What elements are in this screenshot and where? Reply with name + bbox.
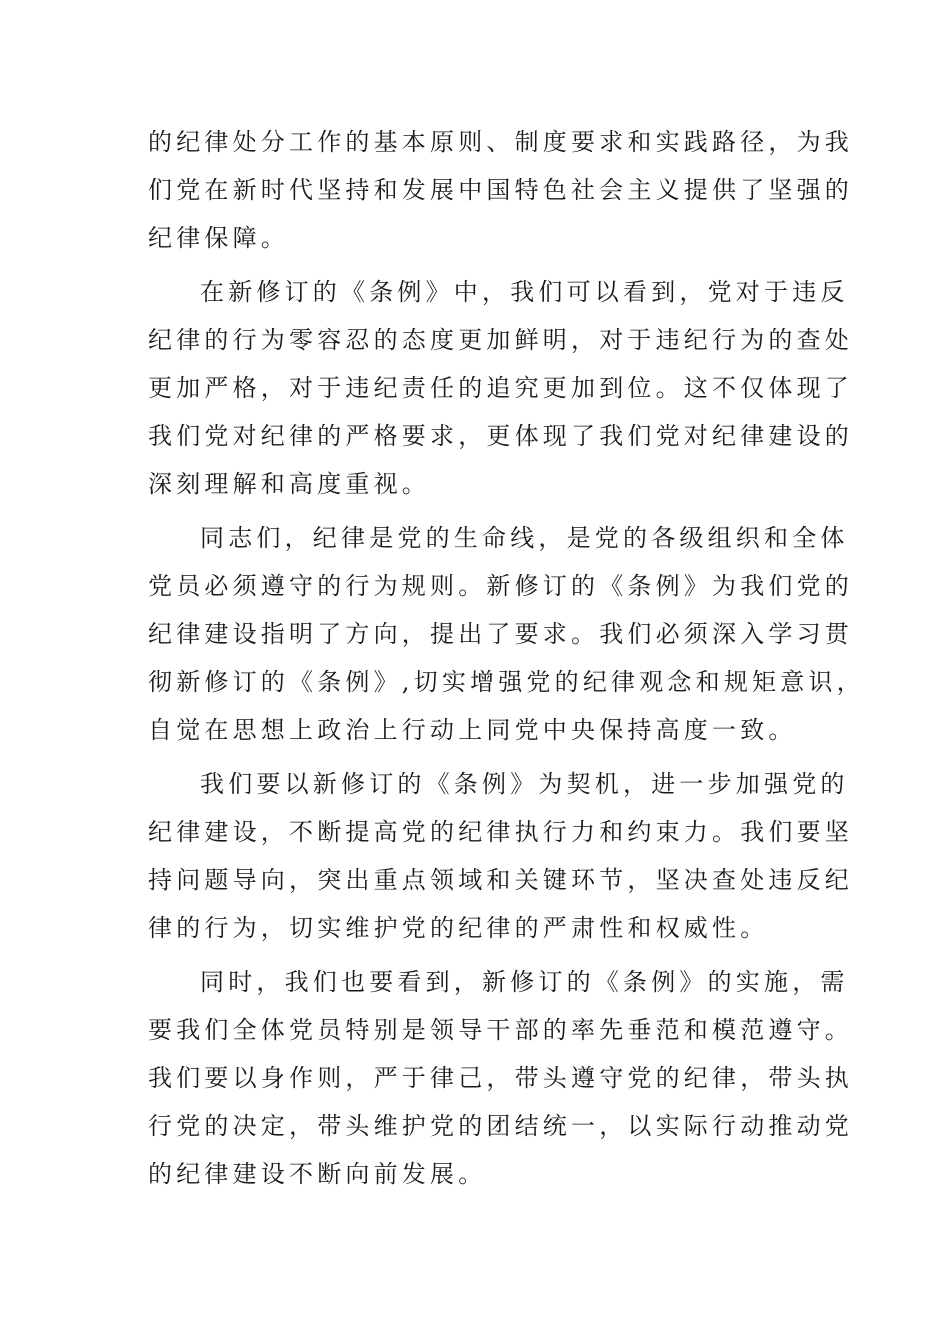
text-line: 更加严格，对于违纪责任的追究更加到位。这不仅体现了 (148, 374, 853, 402)
text-line: 纪律建设指明了方向，提出了要求。我们必须深入学习贯 (148, 620, 853, 648)
text-line: 深刻理解和高度重视。 (148, 470, 430, 498)
text-line: 持问题导向，突出重点领域和关键环节，坚决查处违反纪 (148, 866, 853, 894)
paragraph-first-line: 同志们，纪律是党的生命线，是党的各级组织和全体 (200, 524, 849, 552)
text-line: 我们党对纪律的严格要求，更体现了我们党对纪律建设的 (148, 422, 853, 450)
text-line: 我们要以身作则，严于律己，带头遵守党的纪律，带头执 (148, 1064, 853, 1092)
document-body (148, 118, 865, 1204)
text-line: 纪律保障。 (148, 224, 289, 252)
paragraph-first-line: 我们要以新修订的《条例》为契机，进一步加强党的 (200, 770, 849, 798)
text-line: 行党的决定，带头维护党的团结统一，以实际行动推动党 (148, 1112, 853, 1140)
text-line: 律的行为，切实维护党的纪律的严肃性和权威性。 (148, 914, 769, 942)
text-line: 自觉在思想上政治上行动上同党中央保持高度一致。 (148, 716, 797, 744)
text-line: 的纪律建设不断向前发展。 (148, 1160, 487, 1188)
text-line: 纪律建设，不断提高党的纪律执行力和约束力。我们要坚 (148, 818, 853, 846)
paragraph-first-line: 在新修订的《条例》中，我们可以看到，党对于违反 (200, 278, 849, 306)
text-line: 彻新修订的《条例》,切实增强党的纪律观念和规矩意识， (148, 668, 865, 696)
paragraph-first-line: 同时，我们也要看到，新修订的《条例》的实施，需 (200, 968, 849, 996)
text-line: 纪律的行为零容忍的态度更加鲜明，对于违纪行为的查处 (148, 326, 853, 354)
text-line: 党员必须遵守的行为规则。新修订的《条例》为我们党的 (148, 572, 853, 600)
text-line: 要我们全体党员特别是领导干部的率先垂范和模范遵守。 (148, 1016, 853, 1044)
text-line: 的纪律处分工作的基本原则、制度要求和实践路径，为我 (148, 128, 853, 156)
text-line: 们党在新时代坚持和发展中国特色社会主义提供了坚强的 (148, 176, 853, 204)
